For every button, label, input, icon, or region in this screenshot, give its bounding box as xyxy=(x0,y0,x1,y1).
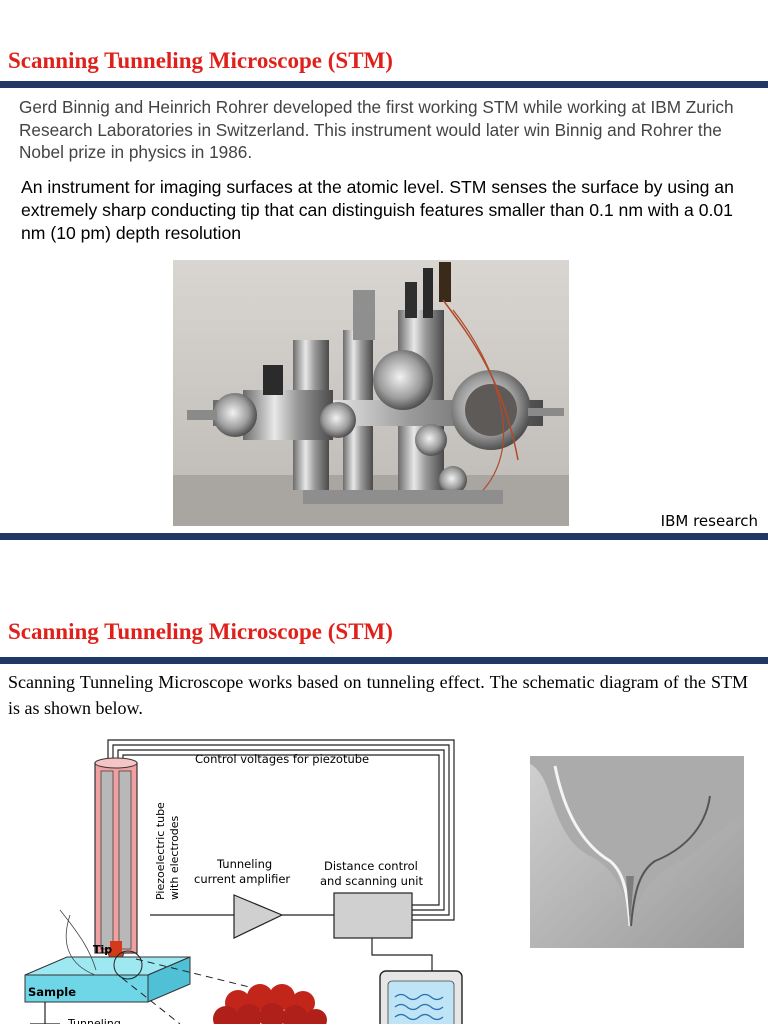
amplifier-symbol xyxy=(234,895,282,938)
slide1-paragraph-history: Gerd Binnig and Heinrich Rohrer developed the first working STM while working at IBM Zurich Research Laboratories in Switzerland. This instrument would later win Binnig and Rohrer the Nobel prize in physics in 1986. xyxy=(19,97,734,162)
slide1-title-rule xyxy=(0,81,768,88)
piezo-label-line2: with electrodes xyxy=(168,815,181,900)
control-voltages-label: Control voltages for piezotube xyxy=(195,752,370,766)
amp-label-line2: current amplifier xyxy=(194,872,291,886)
dist-label-line2: and scanning unit xyxy=(320,874,423,888)
slide2-title-rule xyxy=(0,657,768,664)
piezo-label-line1: Piezoelectric tube xyxy=(154,802,167,900)
tip-label: Tip xyxy=(93,943,113,956)
sample-label: Sample xyxy=(28,985,76,999)
slide1-bottom-rule xyxy=(0,533,768,540)
slide1-title: Scanning Tunneling Microscope (STM) xyxy=(8,48,393,73)
slide1-paragraph-definition: An instrument for imaging surfaces at the atomic level. STM senses the surface by using an extremely sharp conducting tip that can distinguish features smaller than 0.1 nm with a 0.01 nm (10 pm) depth resolution xyxy=(21,177,734,243)
amp-label-line1: Tunneling xyxy=(217,857,273,871)
photo-credit: IBM research xyxy=(660,512,758,530)
distance-control-box xyxy=(334,893,412,938)
slide2-title: Scanning Tunneling Microscope (STM) xyxy=(8,619,393,644)
stm-tip-micrograph xyxy=(530,756,744,948)
atom-cluster xyxy=(213,984,327,1024)
dist-label-line1: Distance control xyxy=(324,859,418,873)
slide2-paragraph-intro: Scanning Tunneling Microscope works based on tunneling effect. The schematic diagram of the STM is as shown below. xyxy=(8,672,748,718)
stm-instrument-photo xyxy=(173,260,569,526)
stm-schematic-diagram xyxy=(0,735,470,1024)
monitor xyxy=(380,971,462,1024)
tunneling-label: Tunneling xyxy=(68,1017,121,1024)
